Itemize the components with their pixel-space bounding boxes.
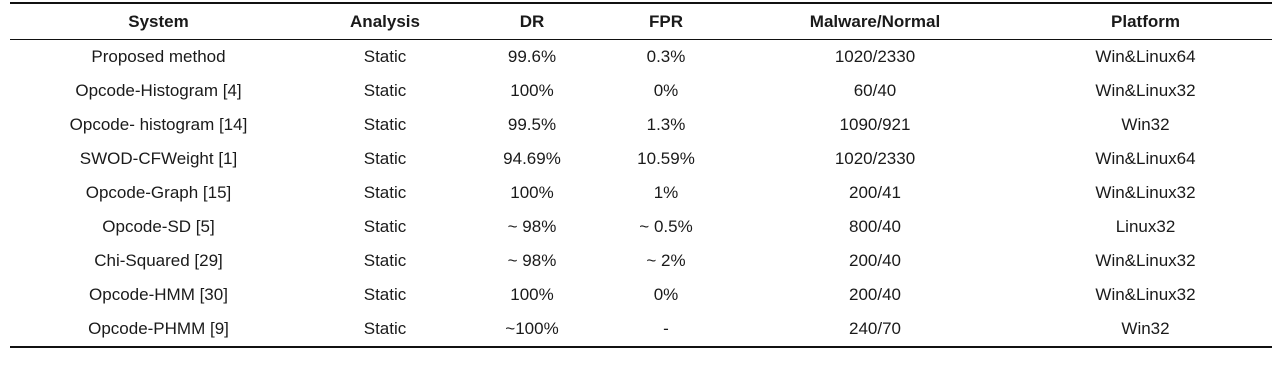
comparison-table (10, 2, 1272, 348)
column-header-dr: DR (519, 12, 545, 31)
cell-dr: ~ 98% (507, 251, 557, 270)
cell-analysis: Static (363, 251, 407, 270)
cell-system: Opcode-Graph [15] (85, 183, 232, 202)
cell-dr: 99.6% (507, 47, 557, 66)
cell-dr: 100% (510, 81, 554, 100)
cell-system: Proposed method (91, 47, 226, 66)
cell-fpr: ~ 0.5% (639, 217, 693, 236)
table-row (10, 176, 1272, 210)
cell-dr: 100% (510, 183, 554, 202)
cell-malware-normal: 240/70 (849, 319, 901, 338)
cell-analysis: Static (363, 183, 407, 202)
cell-platform: Win&Linux32 (1095, 183, 1196, 202)
table-row (10, 210, 1272, 244)
cell-system: Opcode-SD [5] (102, 217, 215, 236)
cell-platform: Win&Linux64 (1095, 149, 1196, 168)
cell-malware-normal: 200/40 (849, 251, 901, 270)
cell-malware-normal: 1090/921 (839, 115, 911, 134)
column-header-fpr: FPR (649, 12, 683, 31)
table-body (10, 40, 1272, 348)
table-row (10, 74, 1272, 108)
column-header-malware-normal: Malware/Normal (809, 12, 941, 31)
column-header-platform: Platform (1111, 12, 1180, 31)
cell-dr: ~100% (505, 319, 559, 338)
cell-malware-normal: 200/41 (849, 183, 901, 202)
cell-fpr: 1% (653, 183, 679, 202)
cell-fpr: - (663, 319, 669, 338)
cell-analysis: Static (363, 115, 407, 134)
cell-dr: 99.5% (507, 115, 557, 134)
cell-malware-normal: 800/40 (849, 217, 901, 236)
cell-system: Opcode- histogram [14] (69, 115, 248, 134)
table-row (10, 108, 1272, 142)
cell-platform: Win32 (1121, 319, 1170, 338)
table-row (10, 312, 1272, 347)
table-row (10, 244, 1272, 278)
cell-system: Opcode-Histogram [4] (75, 81, 242, 100)
column-header-analysis: Analysis (350, 12, 420, 31)
cell-analysis: Static (363, 319, 407, 338)
table-row (10, 142, 1272, 176)
cell-malware-normal: 200/40 (849, 285, 901, 304)
cell-system: SWOD-CFWeight [1] (79, 149, 238, 168)
cell-platform: Win32 (1121, 115, 1170, 134)
comparison-table-container (10, 2, 1272, 348)
cell-analysis: Static (363, 149, 407, 168)
cell-malware-normal: 1020/2330 (834, 149, 916, 168)
cell-dr: 94.69% (503, 149, 561, 168)
cell-fpr: 1.3% (646, 115, 686, 134)
cell-fpr: 0% (653, 81, 679, 100)
cell-platform: Win&Linux32 (1095, 81, 1196, 100)
table-row (10, 278, 1272, 312)
cell-malware-normal: 60/40 (853, 81, 897, 100)
cell-analysis: Static (363, 285, 407, 304)
cell-system: Opcode-HMM [30] (89, 285, 228, 304)
table-header (10, 3, 1272, 40)
cell-analysis: Static (363, 81, 407, 100)
cell-fpr: 0.3% (646, 47, 686, 66)
cell-fpr: 0% (653, 285, 679, 304)
cell-analysis: Static (363, 217, 407, 236)
cell-platform: Win&Linux64 (1095, 47, 1196, 66)
cell-fpr: 10.59% (637, 149, 695, 168)
cell-analysis: Static (363, 47, 407, 66)
cell-dr: ~ 98% (507, 217, 557, 236)
column-header-system: System (128, 12, 189, 31)
cell-system: Opcode-PHMM [9] (88, 319, 229, 338)
cell-platform: Win&Linux32 (1095, 285, 1196, 304)
cell-fpr: ~ 2% (646, 251, 686, 270)
table-row (10, 40, 1272, 75)
cell-system: Chi-Squared [29] (94, 251, 223, 270)
cell-platform: Win&Linux32 (1095, 251, 1196, 270)
header-row (10, 3, 1272, 40)
cell-dr: 100% (510, 285, 554, 304)
cell-malware-normal: 1020/2330 (834, 47, 916, 66)
cell-platform: Linux32 (1115, 217, 1176, 236)
